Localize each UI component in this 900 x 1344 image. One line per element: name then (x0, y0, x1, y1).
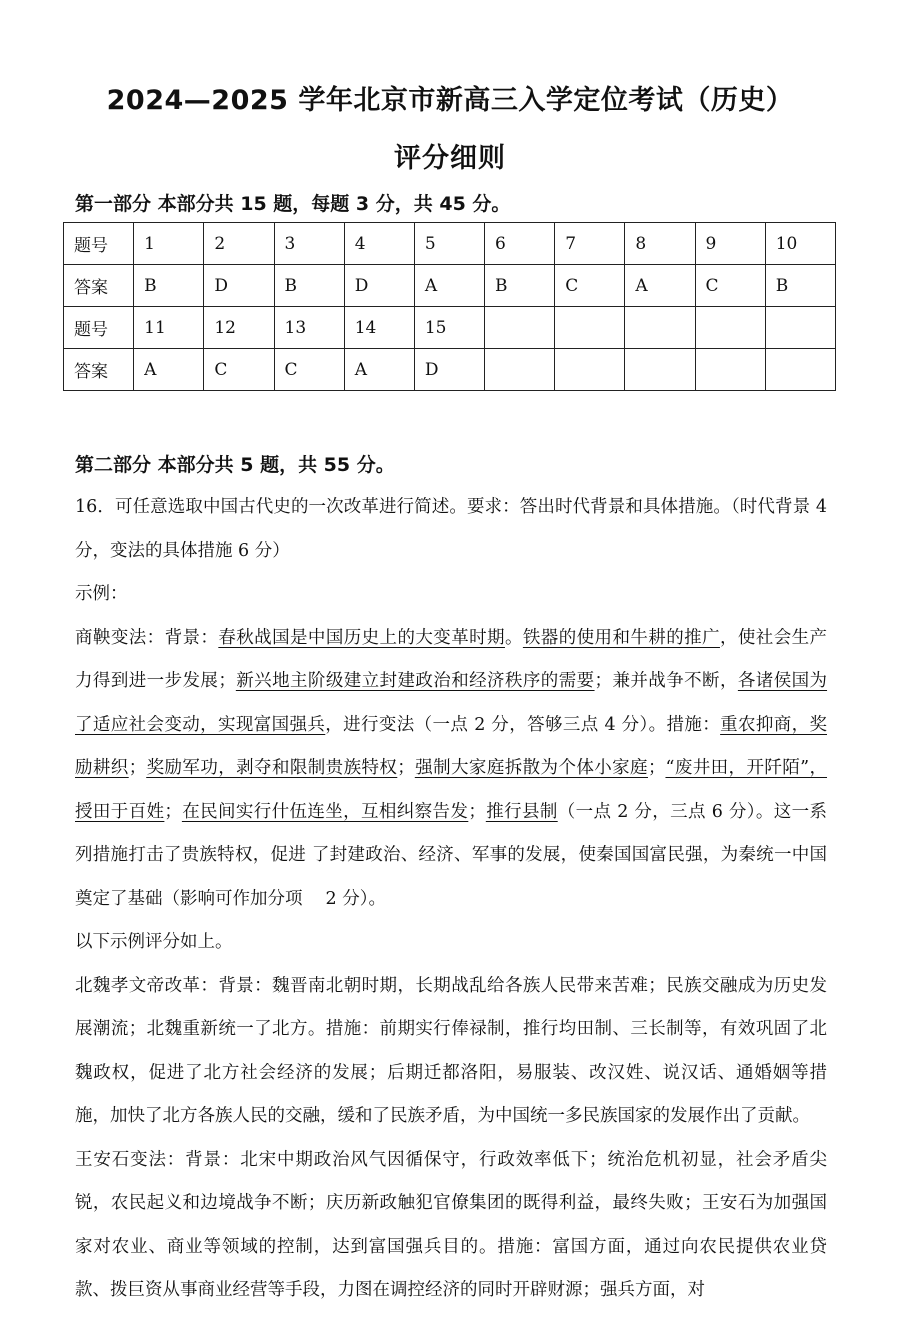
table-cell: B (134, 265, 204, 307)
table-cell (765, 307, 835, 349)
shang-text: 。 (504, 627, 523, 648)
table-cell (765, 349, 835, 391)
table-cell: D (414, 349, 484, 391)
page-subtitle: 评分细则 (394, 143, 506, 174)
shang-text: ，使社会生产力得到进一步发展； (75, 627, 828, 691)
table-cell: 2 (204, 223, 274, 265)
row-header-cell: 答案 (64, 349, 134, 391)
table-cell (625, 349, 695, 391)
table-cell: D (204, 265, 274, 307)
table-cell: 1 (134, 223, 204, 265)
shang-text: （一点 2 分，三点 6 分）。这一系列措施打击了贵族特权，促进 了封建政治、经济、军事的发展，使秦国国富民强，为秦统一中国奠定了基础（影响可作加分项 2 分）。 (75, 801, 828, 909)
table-cell: B (485, 265, 555, 307)
table-cell: C (695, 265, 765, 307)
table-cell: 15 (414, 307, 484, 349)
part2-heading: 第二部分 本部分共 5 题，共 55 分。 (75, 454, 395, 476)
table-row (64, 307, 836, 349)
table-cell: 4 (344, 223, 414, 265)
shang-text: ； (468, 801, 486, 822)
answer-table (63, 222, 836, 391)
table-cell: A (344, 349, 414, 391)
shang-point: 奖励军功，剥夺和限制贵族特权 (146, 758, 398, 778)
shang-point: 各诸侯国为了适应社会变动，实现富国强兵 (75, 671, 828, 735)
shang-point: 强制大家庭拆散为个体小家庭 (414, 758, 648, 778)
table-cell (555, 307, 625, 349)
part1-heading: 第一部分 本部分共 15 题，每题 3 分，共 45 分。 (75, 193, 511, 215)
table-row (64, 223, 836, 265)
table-cell: 3 (274, 223, 344, 265)
table-cell: A (625, 265, 695, 307)
row-header-cell: 题号 (64, 223, 134, 265)
shang-text: ； (397, 758, 415, 778)
row-header-cell: 题号 (64, 307, 134, 349)
shang-text: 商鞅变法：背景： (75, 627, 219, 648)
scoring-note: 以下示例评分如上。 (75, 932, 233, 952)
table-cell: 11 (134, 307, 204, 349)
table-cell: B (765, 265, 835, 307)
row-header-cell: 答案 (64, 265, 134, 307)
q16-prompt: 16．可任意选取中国古代史的一次改革进行简述。要求：答出时代背景和具体措施。（时代背景 4 分，变法的具体措施 6 分） (75, 497, 827, 561)
table-cell: 7 (555, 223, 625, 265)
example-label: 示例： (75, 584, 128, 604)
table-cell (625, 307, 695, 349)
shang-text: ； (647, 758, 666, 778)
table-cell (555, 349, 625, 391)
shang-point: 新兴地主阶级建立封建政治和经济秩序的需要 (235, 671, 595, 691)
table-cell: A (134, 349, 204, 391)
table-cell: 13 (274, 307, 344, 349)
page-title: 2024—2025 学年北京市新高三入学定位考试（历史） (106, 85, 794, 116)
shang-text: ； (164, 801, 182, 822)
table-cell: 12 (204, 307, 274, 349)
table-cell (485, 307, 555, 349)
table-row (64, 349, 836, 391)
table-cell: C (204, 349, 274, 391)
shang-yang-reform-paragraph (75, 617, 827, 922)
shang-point: 在民间实行什伍连坐，互相纠察告发 (181, 801, 469, 822)
shang-point: 推行县制 (485, 801, 558, 822)
table-cell: 14 (344, 307, 414, 349)
table-cell: 9 (695, 223, 765, 265)
table-cell (695, 307, 765, 349)
table-cell: D (344, 265, 414, 307)
beiwei-reform-paragraph: 北魏孝文帝改革：背景：魏晋南北朝时期，长期战乱给各族人民带来苦难；民族交融成为历史发展潮流；北魏重新统一了北方。措施：前期实行俸禄制，推行均田制、三长制等，有效巩固了北魏政权，促进了北方社会经济的发展；后期迁都洛阳，易服装、改汉姓、说汉话、通婚姻等措施，加快了北方各族人民的交融，缓和了民族矛盾，为中国统一多民族国家的发展作出了贡献。 (75, 975, 827, 1126)
table-cell: 10 (765, 223, 835, 265)
shang-text: ，进行变法（一点 2 分，答够三点 4 分）。措施： (325, 714, 721, 735)
wang-anshi-reform-paragraph: 王安石变法：背景：北宋中期政治风气因循保守，行政效率低下；统治危机初显，社会矛盾尖锐，农民起义和边境战争不断；庆历新政触犯官僚集团的既得利益，最终失败；王安石为加强国家对农业、商业等领域的控制，达到富国强兵目的。措施：富国方面，通过向农民提供农业贷款、拨巨资从事商业经营等手段，力图在调控经济的同时开辟财源；强兵方面，对 (75, 1149, 827, 1300)
shang-point: “废井田，开阡陌”，授田于百姓 (75, 758, 828, 822)
table-cell: B (274, 265, 344, 307)
shang-text: ；兼并战争不断， (594, 671, 738, 691)
table-cell (695, 349, 765, 391)
table-row (64, 265, 836, 307)
table-cell: 5 (414, 223, 484, 265)
table-cell (485, 349, 555, 391)
table-cell: 8 (625, 223, 695, 265)
part2-body (75, 486, 827, 1313)
shang-point: 铁器的使用和牛耕的推广 (522, 627, 720, 648)
shang-point: 春秋战国是中国历史上的大变革时期 (218, 627, 505, 648)
shang-point: 重农抑商，奖励耕织 (75, 714, 827, 778)
table-cell: C (555, 265, 625, 307)
shang-text: ； (128, 758, 147, 778)
table-cell: A (414, 265, 484, 307)
table-cell: 6 (485, 223, 555, 265)
table-cell: C (274, 349, 344, 391)
